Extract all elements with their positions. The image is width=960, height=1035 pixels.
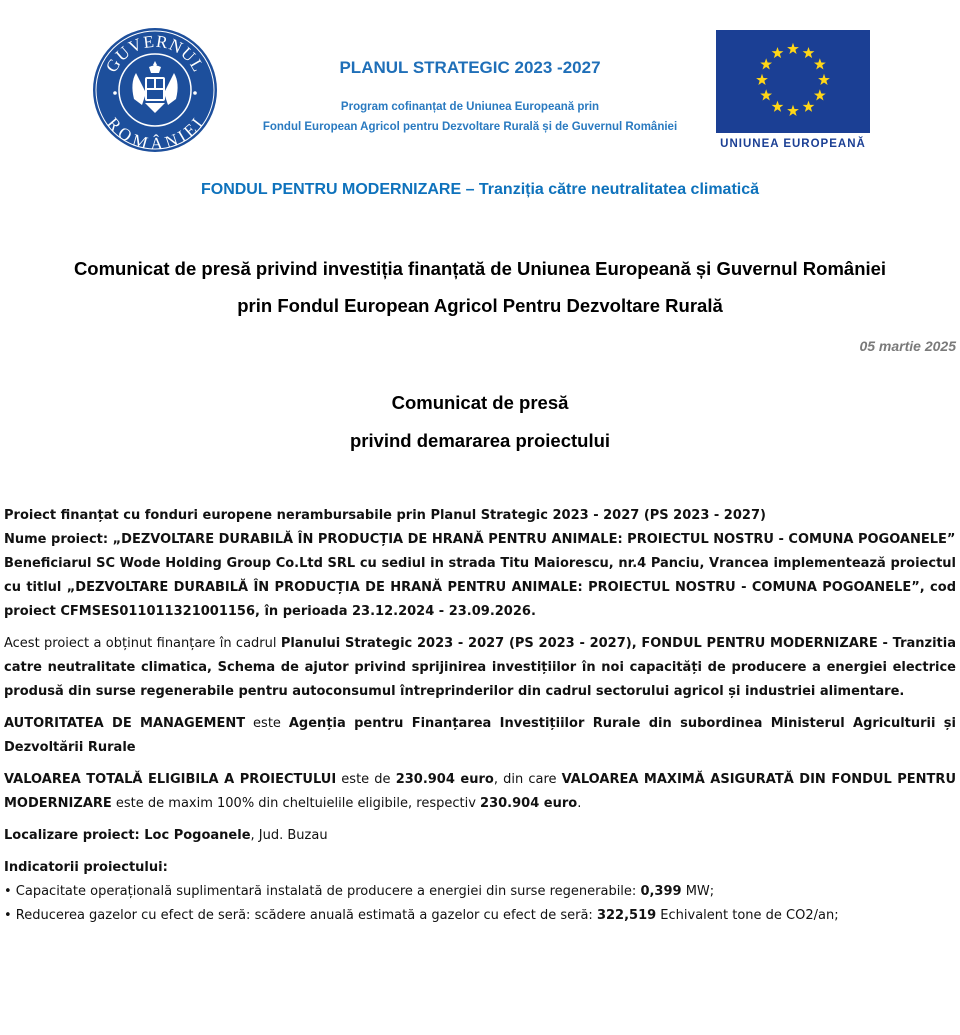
indicator-text: • Capacitate operațională suplimentară instalată de producere a energiei din surse regenerabile: bbox=[4, 884, 641, 899]
max-value: 230.904 euro bbox=[480, 796, 578, 811]
eu-star-icon bbox=[814, 58, 826, 69]
location-county: , Jud. Buzau bbox=[250, 828, 328, 843]
gov-logo-text-bottom: ROMÂNIEI bbox=[103, 113, 208, 153]
indicator-value: 322,519 bbox=[596, 908, 657, 923]
financing-intro: Acest proiect a obținut finanțare în cadrul bbox=[4, 636, 281, 651]
uniunea-europeana-logo bbox=[716, 30, 870, 155]
section-title-line2: privind demararea proiectului bbox=[349, 430, 611, 451]
location-label: Localizare proiect: Loc Pogoanele bbox=[4, 828, 251, 843]
financing-program: Planului Strategic 2023 - 2027 (PS 2023 - 2027), FONDUL PENTRU MODERNIZARE - Tranzitia catre neutralitate climatica, Schema de ajutor privind sprijinirea investițiilor în noi capacități de producere a energiei electrice produsă din surse regenerabile pentru autoconsumul întreprinderilor din cadrul sectorului agricol și industriei alimentare. bbox=[4, 636, 956, 699]
funding-statement: Proiect finanțat cu fonduri europene nerambursabile prin Planul Strategic 2023 - 2027 (PS 2023 - 2027) bbox=[4, 508, 766, 523]
total-value: 230.904 euro bbox=[395, 772, 494, 787]
eu-star-icon bbox=[760, 89, 772, 100]
eu-star-icon bbox=[787, 43, 799, 54]
beneficiary-paragraph: Beneficiarul SC Wode Holding Group Co.Ltd SRL cu sediul in strada Titu Maiorescu, nr.4 Panciu, Vrancea implementează proiectul cu titlul „DEZVOLTARE DURABILĂ ÎN PRODUCȚIA DE HRANĂ PENTRU ANIMALE: PROIECTUL NOSTRU - COMUNA POGOANELE”, cod proiect CFMSES011011321001156, în perioada 23.12.2024 - 23.09.2026. bbox=[4, 556, 956, 619]
project-name-label: Nume proiect: bbox=[4, 532, 109, 547]
eu-star-icon bbox=[772, 47, 784, 58]
plan-subtitle-line2: Fondul European Agricol pentru Dezvoltare Rurală și de Guvernul României bbox=[262, 121, 678, 133]
eu-star-icon bbox=[803, 101, 815, 112]
document-header bbox=[0, 0, 960, 230]
gov-logo-text-top: GUVERNUL bbox=[101, 31, 209, 76]
indicator-unit: MW; bbox=[681, 884, 715, 899]
management-authority-value: Agenția pentru Finanțarea Investițiilor Rurale din subordinea Ministerul Agriculturii și Dezvoltării Rurale bbox=[4, 716, 956, 755]
eu-label: UNIUNEA EUROPEANĂ bbox=[720, 138, 866, 150]
eu-star-icon bbox=[818, 74, 830, 85]
plan-title: PLANUL STRATEGIC 2023 -2027 bbox=[339, 58, 601, 77]
connector-text: . bbox=[577, 796, 582, 811]
financing-paragraph bbox=[4, 632, 956, 704]
project-value-paragraph bbox=[4, 768, 956, 816]
max-value-label: VALOAREA MAXIMĂ ASIGURATĂ DIN FONDUL PENTRU MODERNIZARE bbox=[4, 772, 956, 811]
connector-text: este de maxim 100% din cheltuielile eligibile, respectiv bbox=[111, 796, 481, 811]
eu-star-icon bbox=[760, 58, 772, 69]
plan-subtitle-line1: Program cofinanțat de Uniunea Europeană prin bbox=[340, 101, 600, 113]
management-authority-paragraph bbox=[4, 712, 956, 760]
eu-flag-icon bbox=[716, 30, 870, 133]
section-title-line1: Comunicat de presă bbox=[391, 392, 569, 413]
eu-star-icon bbox=[787, 105, 799, 116]
eu-star-icon bbox=[756, 74, 768, 85]
document-body bbox=[4, 504, 956, 928]
fund-line: FONDUL PENTRU MODERNIZARE – Tranziția către neutralitatea climatică bbox=[200, 181, 760, 198]
indicators-title: Indicatorii proiectului: bbox=[4, 860, 168, 875]
connector-text: , din care bbox=[493, 772, 562, 787]
total-value-label: VALOAREA TOTALĂ ELIGIBILA A PROIECTULUI bbox=[4, 772, 337, 787]
eu-star-icon bbox=[803, 47, 815, 58]
guvernul-romaniei-logo bbox=[92, 27, 218, 153]
connector-text: este bbox=[245, 716, 289, 731]
indicator-item bbox=[4, 880, 956, 904]
press-release-title-line1: Comunicat de presă privind investiția finanțată de Uniunea Europeană și Guvernul României bbox=[73, 258, 887, 279]
location-paragraph bbox=[4, 824, 956, 848]
eu-star-icon bbox=[772, 101, 784, 112]
eu-star-icon bbox=[814, 89, 826, 100]
indicator-text: • Reducerea gazelor cu efect de seră: scădere anuală estimată a gazelor cu efect de seră: bbox=[4, 908, 597, 923]
indicator-item bbox=[4, 904, 956, 928]
press-release-title-line2: prin Fondul European Agricol Pentru Dezvoltare Rurală bbox=[237, 295, 723, 316]
indicator-value: 0,399 bbox=[640, 884, 682, 899]
connector-text: este de bbox=[336, 772, 396, 787]
press-release-title bbox=[0, 250, 960, 324]
management-authority-label: AUTORITATEA DE MANAGEMENT bbox=[4, 716, 246, 731]
indicator-unit: Echivalent tone de CO2/an; bbox=[656, 908, 839, 923]
project-name-value: „DEZVOLTARE DURABILĂ ÎN PRODUCȚIA DE HRANĂ PENTRU ANIMALE: PROIECTUL NOSTRU - COMUNA POGOANELE” bbox=[108, 532, 956, 547]
section-title bbox=[0, 384, 960, 460]
project-name bbox=[4, 528, 956, 552]
release-date: 05 martie 2025 bbox=[859, 338, 956, 354]
plan-subtitle bbox=[240, 97, 700, 137]
